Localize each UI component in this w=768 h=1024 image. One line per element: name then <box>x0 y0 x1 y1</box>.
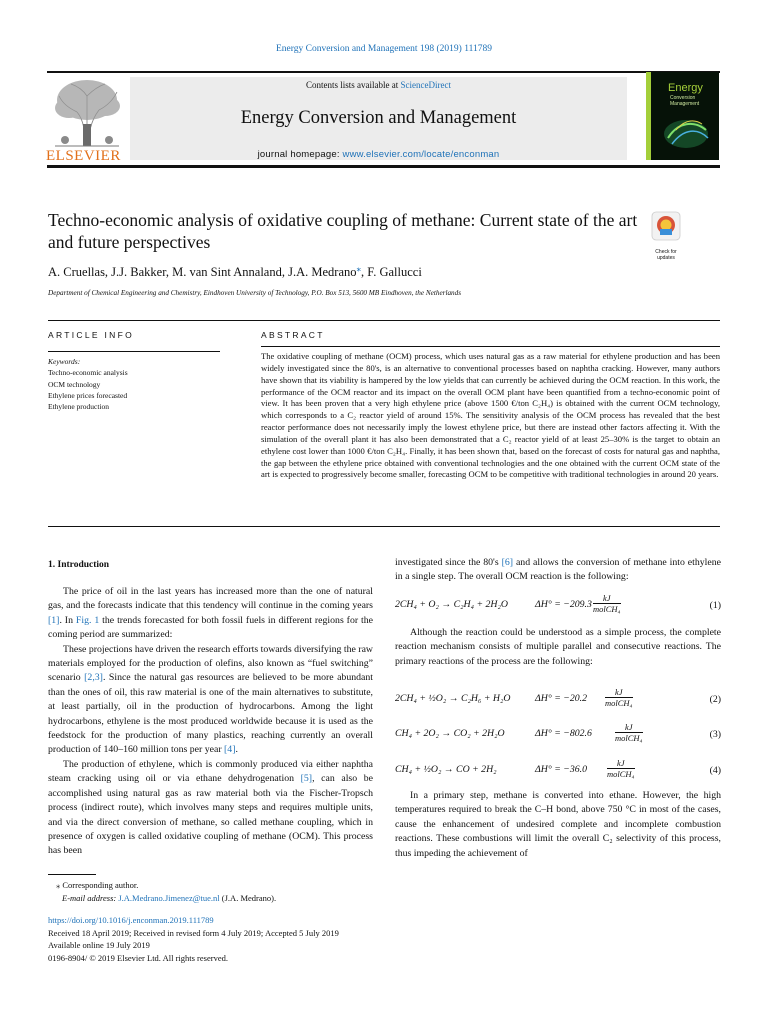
p1-text-a: The price of oil in the last years has increased more than the one of natural gas, and the forecasts indicate that this tendency will continue in the coming years <box>48 586 373 612</box>
right-column-paragraph-1 <box>395 556 721 585</box>
unit-denominator: molCH₄ <box>605 698 633 708</box>
equation-enthalpy: ΔH° = −209.3 <box>535 599 592 610</box>
header-top-rule <box>47 71 720 73</box>
intro-paragraph-3 <box>48 758 373 859</box>
received-dates: Received 18 April 2019; Received in revised form 4 July 2019; Accepted 5 July 2019 <box>48 928 339 938</box>
keyword-item: OCM technology <box>48 380 101 389</box>
keyword-item: Ethylene prices forecasted <box>48 391 128 400</box>
crossmark-icon <box>646 210 686 244</box>
reference-link[interactable]: [4] <box>224 744 236 756</box>
equation-unit <box>605 687 633 708</box>
equation-enthalpy: ΔH° = −802.6 <box>535 728 592 739</box>
check-for-updates-badge[interactable] <box>646 210 686 261</box>
equation-1 <box>395 593 721 617</box>
article-info-rule <box>48 351 220 352</box>
corresponding-author-marker[interactable]: ⁎ <box>356 263 361 273</box>
authors-main: A. Cruellas, J.J. Bakker, M. van Sint Annaland, J.A. Medrano <box>48 265 357 280</box>
email-link[interactable]: J.A.Medrano.Jimenez@tue.nl <box>118 893 220 903</box>
abstract-heading: ABSTRACT <box>261 330 325 340</box>
journal-name: Energy Conversion and Management <box>240 108 517 128</box>
left-column <box>48 585 373 859</box>
unit-numerator: kJ <box>593 593 621 604</box>
abstract-text: The oxidative coupling of methane (OCM) process, which uses natural gas as a raw material for ethylene production and has been widely investigated since the 80's, is an alternative to conventional processes based on naphtha cracking. However, many authors have shown that its viability is hampered by the low yields that can currently be achieved during the OCM reaction. In this work, the performance of the OCM reactor and its impact on the overall OCM plant have been quantified from a techno-economic point of view. It has been proven that a very high ethylene price (above 1500 €/ton C₂H₄) is obtained with the current OCM technology, which corresponds to a C₂ reactor yield of around 15%. The sensitivity analysis of the OCM process has revealed that the best reactor performance does not necessarily imply the lowest ethylene price, but there are instead other factors affecting it. With the simulation of the overall plant it has also been demonstrated that a C₂ reactor yield of at least 25–30% is the target to obtain an ethylene cost lower than 1000 €/ton C₂H₄. Finally, it has been shown that, based on the forecast of costs for natural gas and naphtha, the gap between the ethylene price obtained with conventional technologies and the one obtained with the current OCM state of the art is expected to progressively become smaller, forecasting OCM to be competitive with traditional technologies in around 20 years. <box>261 351 720 480</box>
sciencedirect-link[interactable]: ScienceDirect <box>400 80 451 90</box>
copyright-notice: 0196-8904/ © 2019 Elsevier Ltd. All rights reserved. <box>48 953 228 963</box>
reference-link[interactable]: [1] <box>48 614 60 626</box>
homepage-link[interactable]: www.elsevier.com/locate/enconman <box>342 149 500 160</box>
equation-unit <box>607 758 635 779</box>
cover-graphic <box>646 72 719 160</box>
equation-number: (1) <box>709 600 721 611</box>
keywords-label: Keywords: <box>48 357 81 366</box>
footnote-rule <box>48 874 96 875</box>
unit-denominator: molCH₄ <box>593 604 621 614</box>
email-tail: (J.A. Medrano). <box>219 893 277 903</box>
contents-line <box>130 80 627 90</box>
available-online-date: Available online 19 July 2019 <box>48 940 150 950</box>
keyword-item: Techno-economic analysis <box>48 368 128 377</box>
journal-homepage <box>130 149 627 160</box>
doi-link[interactable]: https://doi.org/10.1016/j.enconman.2019.111789 <box>48 915 214 925</box>
p2-text-c: . <box>235 744 238 756</box>
author-affiliation: Department of Chemical Engineering and Chemistry, Eindhoven University of Technology, P.O. Box 513, 5600 MB Eindhoven, the Netherlands <box>48 289 462 297</box>
crossmark-label: Check for updates <box>655 249 677 261</box>
equation-unit <box>615 722 643 743</box>
equation-number: (2) <box>709 694 721 705</box>
figure-link[interactable]: Fig. 1 <box>75 614 100 626</box>
reference-link[interactable]: [6] <box>501 557 514 568</box>
unit-numerator: kJ <box>607 758 635 769</box>
equation-enthalpy: ΔH° = −20.2 <box>535 693 588 704</box>
article-info-heading: ARTICLE INFO <box>48 330 135 340</box>
email-label: E-mail address: <box>62 893 119 903</box>
p3-text-a: The production of ethylene, which is commonly produced via either naphtha steam cracking using oil or via ethane dehydrogenation <box>48 758 373 785</box>
equation-lhs: CH₄ + ½O₂ → CO + 2H₂ <box>395 764 497 775</box>
article-title: Techno-economic analysis of oxidative coupling of methane: Current state of the art and future perspectives <box>48 210 638 252</box>
corresponding-author-note: ⁎ Corresponding author. <box>56 880 139 890</box>
email-line <box>62 893 276 903</box>
p2-text-b: . Since the natural gas resources are believed to be more abundant than the ones of oil, this raw material is one of the main alternatives to substitute, at least partially, oil in the production of hydrocarbons. Among the light hydrocarbons, ethylene is the most produced worldwide because it is used as the feedstock for the production of many plastics, reaching currently an overall production of 140–160 million tons per year <box>48 672 373 756</box>
equation-number: (4) <box>709 765 721 776</box>
p1-text-b: . In <box>59 614 76 626</box>
equation-unit <box>593 593 621 614</box>
intro-paragraph-1 <box>48 585 373 643</box>
publisher-wordmark: ELSEVIER <box>46 148 121 164</box>
unit-numerator: kJ <box>615 722 643 733</box>
reference-link[interactable]: [2,3] <box>84 672 103 684</box>
equation-lhs: CH₄ + 2O₂ → CO₂ + 2H₂O <box>395 728 505 739</box>
authors-tail: , F. Gallucci <box>361 265 422 280</box>
reference-link[interactable]: [5] <box>300 773 313 785</box>
cover-title: Energy <box>668 82 703 94</box>
contents-prefix: Contents lists available at <box>306 80 401 90</box>
right-column-paragraph-3: In a primary step, methane is converted into ethane. However, the high temperatures required to break the C–H bond, above 750 °C in most of the cases, cause the enhancement of undesired complete and incomplete combustion reactions. These combustions will limit the overall C₂ selectivity of this process, thus impeding the achievement of <box>395 790 721 859</box>
section-heading-introduction: 1. Introduction <box>48 560 110 570</box>
journal-citation[interactable]: Energy Conversion and Management 198 (2019) 111789 <box>276 44 492 54</box>
unit-denominator: molCH₄ <box>607 769 635 779</box>
intro-paragraph-2 <box>48 643 373 758</box>
equation-lhs: 2CH₄ + ½O₂ → C₂H₆ + H₂O <box>395 693 511 704</box>
r1-text-b: and allows the conversion of methane into ethylene in a single step. The overall OCM reaction is the following: <box>395 557 721 583</box>
homepage-prefix: journal homepage: <box>257 149 343 160</box>
keyword-item: Ethylene production <box>48 402 110 411</box>
p3-text-b: , can also be accomplished using natural gas as raw material both via the Fischer-Tropsch process (indirect route), which involves many steps and requires multiple units, and via the direct conversion of methane, so called methane coupling, which in presence of oxygen is called oxidative coupling of methane (OCM). This process has been <box>48 773 373 857</box>
equation-lhs: 2CH₄ + O₂ → C₂H₄ + 2H₂O <box>395 599 508 610</box>
p1-text-c: the trends forecasted for both fossil fuels in different regions for the coming period are summarized: <box>48 614 373 641</box>
equation-3 <box>395 722 721 746</box>
abstract-rule <box>261 346 720 347</box>
equation-number: (3) <box>709 729 721 740</box>
abstract-bottom-rule <box>48 526 720 527</box>
equation-enthalpy: ΔH° = −36.0 <box>535 764 588 775</box>
unit-denominator: molCH₄ <box>615 733 643 743</box>
cover-subtitle-line-1: Conversion <box>670 95 696 101</box>
cover-subtitle-line-2: Management <box>670 100 700 107</box>
equation-2 <box>395 687 721 711</box>
unit-numerator: kJ <box>605 687 633 698</box>
equation-4 <box>395 758 721 782</box>
info-top-rule <box>48 320 720 321</box>
right-column-paragraph-2: Although the reaction could be understood as a simple process, the complete reaction mechanism consists of multiple parallel and consecutive reactions. The primary reactions of the process are the following: <box>395 627 721 667</box>
author-list <box>48 263 422 280</box>
journal-cover-image[interactable] <box>646 72 719 160</box>
r1-text-a: investigated since the 80's <box>395 557 502 568</box>
p2-text-a: These projections have driven the research efforts towards diversifying the raw materials employed for the production of olefins, also known as “fuel switching” scenario <box>48 643 373 684</box>
header-bottom-rule <box>47 165 720 168</box>
